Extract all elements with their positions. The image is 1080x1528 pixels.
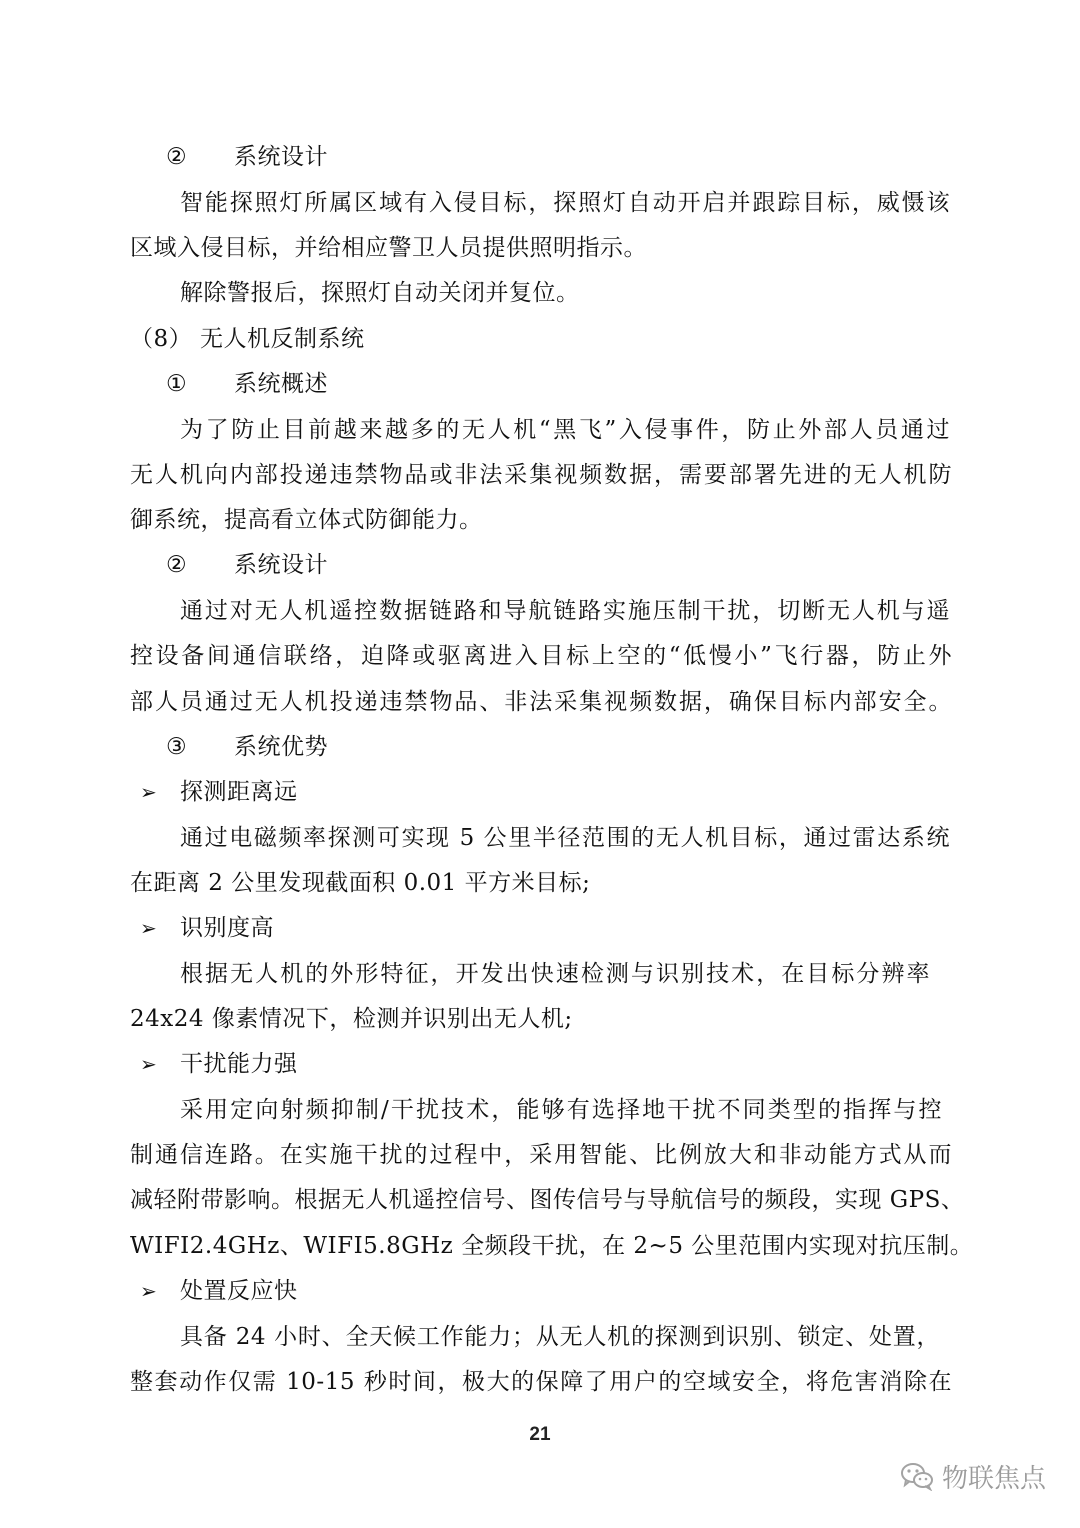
paragraph-line: WIFI2.4GHz、WIFI5.8GHz 全频段干扰，在 2~5 公里范围内实现对抗压制。 bbox=[130, 1233, 974, 1259]
circled-number: ② bbox=[166, 144, 188, 170]
paragraph-line: 整套动作仅需 10-15 秒时间，极大的保障了用户的空域安全，将危害消除在 bbox=[130, 1369, 952, 1395]
bullet-item-jamming bbox=[140, 1041, 962, 1087]
watermark bbox=[900, 1456, 1046, 1496]
paragraph-line: 解除警报后，探照灯自动关闭并复位。 bbox=[180, 280, 580, 306]
paragraph-line: 采用定向射频抑制/干扰技术，能够有选择地干扰不同类型的指挥与控 bbox=[180, 1097, 942, 1123]
bullet-text: 干扰能力强 bbox=[180, 1051, 298, 1077]
paragraph-line: 具备 24 小时、全天候工作能力；从无人机的探测到识别、锁定、处置， bbox=[180, 1324, 940, 1350]
subheading-system-design-2 bbox=[166, 542, 988, 588]
subheading-text: 系统优势 bbox=[234, 734, 328, 760]
arrow-bullet-icon: ➢ bbox=[140, 780, 158, 804]
paragraph-line: 制通信连路。在实施干扰的过程中，采用智能、比例放大和非动能方式从而 bbox=[130, 1142, 952, 1168]
section-heading: （8） 无人机反制系统 bbox=[130, 326, 365, 352]
subheading-system-design-1 bbox=[166, 134, 988, 180]
watermark-text: 物联焦点 bbox=[941, 1463, 1046, 1494]
bullet-text: 探测距离远 bbox=[180, 779, 298, 805]
bullet-item-recognition bbox=[140, 905, 962, 951]
paragraph-line: 御系统，提高看立体式防御能力。 bbox=[130, 507, 483, 533]
paragraph-line: 通过对无人机遥控数据链路和导航链路实施压制干扰，切断无人机与遥 bbox=[180, 598, 950, 624]
arrow-bullet-icon: ➢ bbox=[140, 916, 158, 940]
circled-number: ② bbox=[166, 552, 188, 578]
arrow-bullet-icon: ➢ bbox=[140, 1052, 158, 1076]
paragraph-line: 根据无人机的外形特征，开发出快速检测与识别技术，在目标分辨率 bbox=[180, 961, 930, 987]
page-number: 21 bbox=[529, 1424, 551, 1445]
bullet-item-detection-range bbox=[140, 769, 962, 815]
subheading-system-advantages bbox=[166, 724, 988, 770]
paragraph-line: 智能探照灯所属区域有入侵目标，探照灯自动开启并跟踪目标，威慑该 bbox=[180, 190, 950, 216]
subheading-text: 系统设计 bbox=[234, 144, 328, 170]
paragraph-line: 无人机向内部投递违禁物品或非法采集视频数据，需要部署先进的无人机防 bbox=[130, 462, 952, 488]
circled-number: ③ bbox=[166, 734, 188, 760]
subheading-text: 系统概述 bbox=[234, 371, 328, 397]
paragraph-line: 减轻附带影响。根据无人机遥控信号、图传信号与导航信号的频段，实现 GPS、 bbox=[130, 1187, 965, 1213]
subheading-text: 系统设计 bbox=[234, 552, 328, 578]
circled-number: ① bbox=[166, 371, 188, 397]
paragraph-line: 在距离 2 公里发现截面积 0.01 平方米目标; bbox=[130, 870, 591, 896]
wechat-icon bbox=[900, 1461, 934, 1491]
bullet-text: 识别度高 bbox=[180, 915, 274, 941]
bullet-text: 处置反应快 bbox=[180, 1278, 298, 1304]
paragraph-line: 为了防止目前越来越多的无人机“黑飞”入侵事件，防止外部人员通过 bbox=[180, 417, 950, 443]
paragraph-line: 区域入侵目标，并给相应警卫人员提供照明指示。 bbox=[130, 235, 647, 261]
paragraph-line: 通过电磁频率探测可实现 5 公里半径范围的无人机目标，通过雷达系统 bbox=[180, 825, 950, 851]
subheading-system-overview bbox=[166, 361, 988, 407]
paragraph-line: 部人员通过无人机投递违禁物品、非法采集视频数据，确保目标内部安全。 bbox=[130, 689, 952, 715]
arrow-bullet-icon: ➢ bbox=[140, 1279, 158, 1303]
bullet-item-response bbox=[140, 1268, 962, 1314]
paragraph-line: 24x24 像素情况下，检测并识别出无人机; bbox=[130, 1006, 573, 1032]
paragraph-line: 控设备间通信联络，迫降或驱离进入目标上空的“低慢小”飞行器，防止外 bbox=[130, 643, 952, 669]
